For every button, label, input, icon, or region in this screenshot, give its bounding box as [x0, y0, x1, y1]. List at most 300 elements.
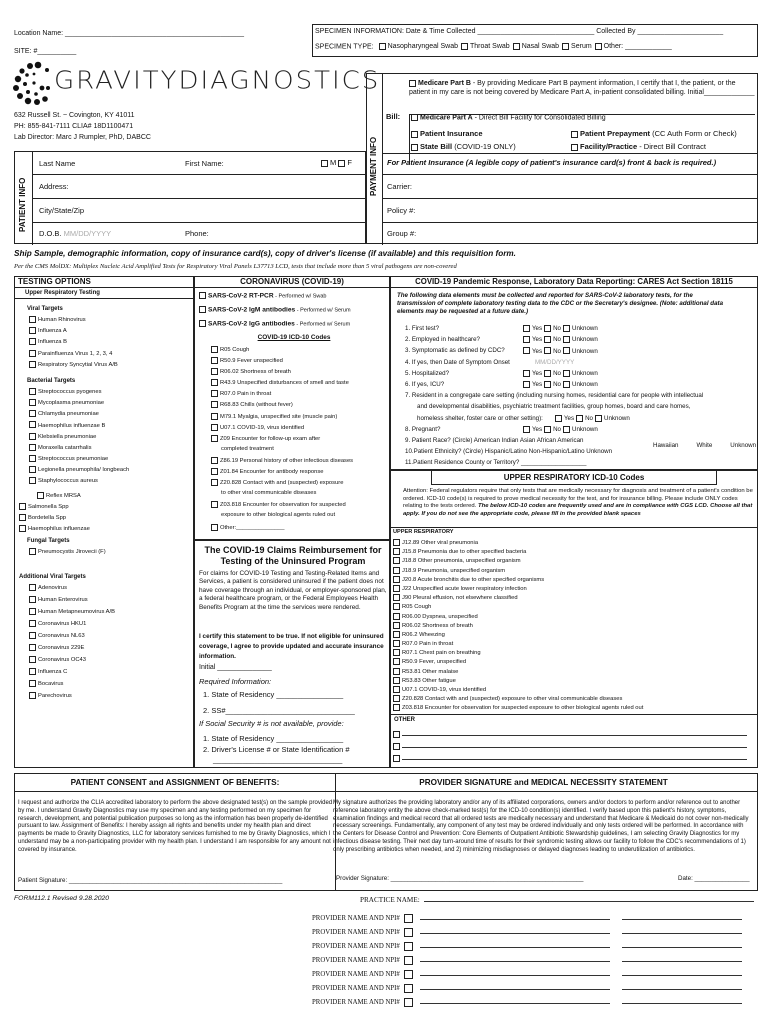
patient-insurance-checkbox[interactable]	[411, 131, 418, 138]
icd-code-checkbox[interactable]	[393, 548, 400, 555]
covid-icd-checkbox[interactable]	[211, 468, 218, 475]
covid-icd-label: completed treatment	[221, 445, 274, 452]
bacterial-target[interactable]	[29, 421, 192, 432]
specimen-type-option[interactable]	[513, 43, 559, 50]
bacterial-target[interactable]	[29, 443, 192, 454]
reporting-question-label: 4. If yes, then Date of Symptom Onset	[405, 358, 510, 366]
bacterial-target[interactable]	[29, 398, 192, 409]
bacterial-target[interactable]	[19, 502, 192, 513]
alt-state-residency-field[interactable]: 1. State of Residency ________________	[203, 734, 344, 743]
covid-icd-checkbox[interactable]	[211, 379, 218, 386]
reporting-question[interactable]	[405, 403, 755, 414]
covid-icd-code[interactable]	[211, 479, 389, 490]
provider-signature-field[interactable]: Provider Signature: ________________________________________________________	[336, 875, 584, 882]
covid-icd-code[interactable]	[211, 501, 389, 512]
ssn-field[interactable]: 2. SS#_______________________________	[203, 706, 355, 715]
bacterial-target-checkbox[interactable]	[29, 388, 36, 395]
additional-viral-target[interactable]	[29, 679, 192, 691]
reporting-question[interactable]	[405, 426, 755, 437]
bacterial-target-checkbox[interactable]	[19, 503, 26, 510]
covid-test-note: - Performed w/ Swab	[273, 293, 327, 300]
covid-icd-checkbox[interactable]	[211, 368, 218, 375]
provider-name-line[interactable]	[420, 947, 610, 948]
answer-checkbox[interactable]	[544, 325, 551, 332]
additional-viral-target-checkbox[interactable]	[29, 584, 36, 591]
additional-viral-target[interactable]	[29, 667, 192, 679]
covid-test-option[interactable]	[199, 320, 389, 334]
reporting-question[interactable]	[405, 359, 755, 370]
additional-viral-target-checkbox[interactable]	[29, 692, 36, 699]
state-residency-field[interactable]: 1. State of Residency ________________	[203, 690, 344, 699]
answer-checkbox[interactable]	[563, 347, 570, 354]
bacterial-target[interactable]	[19, 524, 192, 535]
provider-npi-line[interactable]	[622, 975, 742, 976]
consent-text: I request and authorize the CLIA accredited laboratory to perform the above designated test(s) on the sample provided by me. I understand Gravity Diagnostics may use my specimen and any testing performed on my specimen for research, development, and potential publication purposes so long as the information has been properly de-identified pursuant to law. Assignment of Benefits: I hereby assign all rights and benefits under my health plan and direct payments be made to Gravity Diagnostics, LLC for laboratory services furnished to me by Gravity Diagnostics, which I understand may be a non-participating provider with my health plan. I understand I am responsible for any amount not covered by insurance.	[18, 800, 333, 853]
provider-npi-label: PROVIDER NAME AND NPI#	[312, 971, 400, 979]
additional-viral-target-label: Coronavirus OC43	[38, 656, 87, 663]
viral-target-checkbox[interactable]	[29, 361, 36, 368]
specimen-type-option[interactable]	[461, 43, 510, 50]
answer-checkbox[interactable]	[563, 381, 570, 388]
covid-icd-code[interactable]	[211, 468, 389, 479]
answer-checkbox[interactable]	[523, 325, 530, 332]
viral-target[interactable]	[29, 349, 192, 360]
bacterial-target-checkbox[interactable]	[19, 525, 26, 532]
onset-date-placeholder[interactable]: MM/DD/YYYY	[535, 358, 575, 366]
patient-signature-field[interactable]: Patient Signature: ______________________________________________________________	[18, 877, 283, 884]
upper-respiratory-title: Upper Respiratory Testing	[15, 288, 193, 299]
provider-name-line[interactable]	[420, 919, 610, 920]
specimen-type-checkbox[interactable]	[562, 43, 569, 50]
bacterial-target-checkbox[interactable]	[29, 444, 36, 451]
additional-viral-target-label: Adenovirus	[38, 584, 68, 591]
bacterial-target[interactable]	[29, 476, 192, 487]
bacterial-target[interactable]	[29, 387, 192, 398]
icd-code-option[interactable]	[393, 677, 753, 686]
viral-target-label: Influenza B	[38, 339, 68, 346]
reporting-question[interactable]	[405, 347, 755, 358]
medicare-a-checkbox[interactable]	[411, 114, 418, 121]
answer-label: Yes	[532, 425, 543, 433]
specimen-type-label: Serum	[571, 43, 592, 51]
race-option[interactable]: Hawaiian	[653, 441, 679, 449]
provider-npi-line[interactable]	[622, 919, 742, 920]
provider-npi-line[interactable]	[622, 989, 742, 990]
covid-icd-checkbox[interactable]	[211, 457, 218, 464]
covid-icd-checkbox[interactable]	[211, 435, 218, 442]
covid-test-checkbox[interactable]	[199, 292, 206, 299]
icd-code-checkbox[interactable]	[393, 613, 400, 620]
practice-name-field[interactable]: PRACTICE NAME:	[360, 896, 754, 904]
provider-npi-label: PROVIDER NAME AND NPI#	[312, 999, 400, 1007]
sex-f-checkbox[interactable]	[338, 160, 345, 167]
viral-target-checkbox[interactable]	[29, 350, 36, 357]
additional-viral-target-checkbox[interactable]	[29, 608, 36, 615]
icd-upper-respiratory-label: UPPER RESPIRATORY	[393, 529, 454, 535]
provider-npi-line[interactable]	[622, 947, 742, 948]
icd-code-option[interactable]	[393, 548, 753, 557]
covid-icd-code[interactable]	[211, 424, 389, 435]
provider-npi-row[interactable]	[312, 914, 762, 928]
covid-test-checkbox[interactable]	[199, 320, 206, 327]
bacterial-target[interactable]	[29, 465, 192, 476]
additional-viral-target[interactable]	[29, 643, 192, 655]
reporting-question[interactable]	[405, 459, 755, 470]
answer-checkbox[interactable]	[544, 336, 551, 343]
reflex-mrsa[interactable]	[37, 491, 192, 502]
city-state-zip-field[interactable]: City/State/Zip	[39, 206, 85, 215]
covid-icd-code[interactable]	[211, 413, 389, 424]
reporting-question[interactable]	[405, 370, 755, 381]
group-field[interactable]: Group #:	[387, 229, 417, 238]
sex-m-checkbox[interactable]	[321, 160, 328, 167]
provider-name-line[interactable]	[420, 989, 610, 990]
claims-initial-field[interactable]: Initial ______________	[199, 664, 272, 671]
answer-checkbox[interactable]	[563, 370, 570, 377]
state-bill-option[interactable]: State Bill (COVID-19 ONLY)	[411, 142, 516, 151]
answer-checkbox[interactable]	[563, 336, 570, 343]
covid-icd-checkbox[interactable]	[211, 401, 218, 408]
icd-code-checkbox[interactable]	[393, 539, 400, 546]
patient-info-box	[14, 151, 366, 244]
provider-npi-checkbox[interactable]	[404, 942, 413, 951]
icd-code-label: J18.9 Pneumonia, unspecified organism	[402, 567, 506, 574]
icd-code-option[interactable]	[393, 622, 753, 631]
last-name-field[interactable]: Last Name	[39, 159, 76, 168]
additional-viral-target-checkbox[interactable]	[29, 680, 36, 687]
specimen-type-option[interactable]	[562, 43, 592, 50]
specimen-type-label: Nasal Swab	[521, 43, 560, 51]
facility-checkbox[interactable]	[571, 144, 578, 151]
provider-npi-row[interactable]	[312, 956, 762, 970]
covid-icd-label: Z86.19 Personal history of other infectious diseases	[220, 457, 354, 464]
answer-checkbox[interactable]	[544, 370, 551, 377]
bacterial-target-checkbox[interactable]	[29, 466, 36, 473]
yes-no-unknown[interactable]	[523, 347, 600, 354]
icd-code-checkbox[interactable]	[393, 557, 400, 564]
viral-target-checkbox[interactable]	[29, 338, 36, 345]
specimen-type-option[interactable]	[379, 43, 458, 50]
provider-npi-label: PROVIDER NAME AND NPI#	[312, 957, 400, 965]
additional-viral-target[interactable]	[29, 583, 192, 595]
specimen-type-checkbox[interactable]	[379, 43, 386, 50]
reporting-question[interactable]	[405, 336, 755, 347]
covid-icd-checkbox[interactable]	[211, 524, 218, 531]
answer-label: No	[553, 325, 562, 333]
phone-field[interactable]: Phone:	[185, 229, 209, 238]
reflex-mrsa-label: Reflex MRSA	[46, 492, 81, 499]
covid-icd-label: R06.02 Shortness of breath	[220, 369, 291, 376]
reflex-mrsa-checkbox[interactable]	[37, 492, 44, 499]
patient-insurance-option[interactable]: Patient Insurance	[411, 129, 483, 138]
provider-npi-row[interactable]	[312, 942, 762, 956]
provider-npi-row[interactable]	[312, 998, 762, 1012]
icd-code-checkbox[interactable]	[393, 567, 400, 574]
icd-code-option[interactable]	[393, 686, 753, 695]
provider-name-line[interactable]	[420, 961, 610, 962]
yes-no-unknown[interactable]	[523, 370, 600, 377]
bacterial-target-checkbox[interactable]	[29, 399, 36, 406]
covid-test-name: SARS-CoV-2 IgM antibodies	[208, 306, 296, 314]
icd-code-checkbox[interactable]	[393, 594, 400, 601]
viral-target-checkbox[interactable]	[29, 316, 36, 323]
additional-viral-target-checkbox[interactable]	[29, 620, 36, 627]
yes-no-unknown[interactable]	[523, 381, 600, 388]
reporting-question-label: 7. Resident in a congregate care setting (including nursing homes, residential care for people with intellectual	[405, 392, 704, 400]
answer-checkbox[interactable]	[544, 347, 551, 354]
yes-no-unknown[interactable]	[523, 336, 600, 343]
icd-code-option[interactable]	[393, 585, 753, 594]
additional-viral-target-checkbox[interactable]	[29, 632, 36, 639]
covid-icd-label: Z01.84 Encounter for antibody response	[220, 469, 324, 476]
icd-code-label: R06.00 Dyspnea, unspecified	[402, 613, 478, 620]
reporting-question[interactable]	[405, 381, 755, 392]
icd-code-label: J12.89 Other viral pneumonia	[402, 540, 479, 547]
answer-checkbox[interactable]	[595, 415, 602, 422]
patient-prepayment-option[interactable]: Patient Prepayment (CC Auth Form or Check)	[571, 129, 737, 138]
bacterial-target[interactable]	[29, 454, 192, 465]
fungal-target-checkbox[interactable]	[29, 548, 36, 555]
additional-viral-target[interactable]	[29, 655, 192, 667]
additional-viral-target[interactable]	[29, 595, 192, 607]
additional-viral-target[interactable]	[29, 619, 192, 631]
icd-code-option[interactable]	[393, 640, 753, 649]
additional-viral-target-checkbox[interactable]	[29, 656, 36, 663]
bacterial-target-checkbox[interactable]	[29, 410, 36, 417]
icd-code-option[interactable]	[393, 649, 753, 658]
provider-name-line[interactable]	[420, 975, 610, 976]
covid-icd-code[interactable]	[211, 390, 389, 401]
bacterial-target-label: Streptococcus pyogenes	[38, 388, 102, 395]
icd-code-option[interactable]	[393, 576, 753, 585]
covid-icd-code[interactable]	[211, 457, 389, 468]
provider-npi-row[interactable]	[312, 984, 762, 998]
answer-checkbox[interactable]	[523, 426, 530, 433]
icd-code-checkbox[interactable]	[393, 631, 400, 638]
icd-code-option[interactable]	[393, 668, 753, 677]
certify-statement: I certify this statement to be true. If not eligible for uninsured coverage, I agree to provide updated and accurate insurance information.	[199, 633, 384, 660]
specimen-type-label: Throat Swab	[470, 43, 510, 51]
patient-info-label: PATIENT INFO	[18, 177, 27, 232]
additional-viral-target[interactable]	[29, 691, 192, 703]
answer-checkbox[interactable]	[523, 336, 530, 343]
covid-icd-checkbox[interactable]	[211, 346, 218, 353]
dob-field[interactable]: D.O.B. MM/DD/YYYY	[39, 229, 112, 238]
bacterial-target-checkbox[interactable]	[29, 455, 36, 462]
bacterial-target-checkbox[interactable]	[29, 477, 36, 484]
additional-viral-target-checkbox[interactable]	[29, 668, 36, 675]
covid-icd-checkbox[interactable]	[211, 479, 218, 486]
bacterial-target[interactable]	[29, 432, 192, 443]
additional-viral-target[interactable]	[29, 607, 192, 619]
covid-test-option[interactable]	[199, 292, 389, 306]
covid-icd-code[interactable]	[211, 357, 389, 368]
covid-test-option[interactable]	[199, 306, 389, 320]
answer-label: Unknown	[572, 347, 598, 355]
provider-npi-row[interactable]	[312, 970, 762, 984]
icd-code-checkbox[interactable]	[393, 576, 400, 583]
yes-no-unknown[interactable]	[523, 325, 600, 332]
reporting-question[interactable]	[405, 415, 755, 426]
covid-icd-code[interactable]	[211, 368, 389, 379]
location-name-field[interactable]: Location Name: ______________________________________________	[14, 30, 245, 37]
first-name-field[interactable]: First Name:	[185, 159, 224, 168]
drivers-license-field[interactable]: _______________________________	[213, 755, 343, 764]
additional-viral-target-checkbox[interactable]	[29, 596, 36, 603]
bacterial-target-label: Legionella pneumophila/ longbeach	[38, 467, 130, 474]
viral-target[interactable]	[29, 360, 192, 371]
bacterial-target-checkbox[interactable]	[19, 514, 26, 521]
provider-npi-line[interactable]	[622, 961, 742, 962]
answer-checkbox[interactable]	[523, 347, 530, 354]
medicare-b-option[interactable]: Medicare Part B - By providing Medicare Part B payment information, I certify that I, the patient, or the patient in my care is not being covered by Medicare Part A, in-patient consolidated billing. Initial_____________	[409, 80, 755, 96]
answer-checkbox[interactable]	[523, 381, 530, 388]
carrier-field[interactable]: Carrier:	[387, 182, 413, 191]
additional-viral-target[interactable]	[29, 631, 192, 643]
provider-name-line[interactable]	[420, 933, 610, 934]
answer-checkbox[interactable]	[563, 426, 570, 433]
provider-date-field[interactable]: Date: ________________	[678, 875, 750, 882]
icd-code-checkbox[interactable]	[393, 640, 400, 647]
icd-code-option[interactable]	[393, 557, 753, 566]
consent-title: PATIENT CONSENT and ASSIGNMENT OF BENEFITS:	[15, 774, 335, 792]
yes-no-unknown[interactable]	[555, 415, 632, 422]
reporting-question[interactable]	[405, 448, 755, 459]
race-option[interactable]: Unknown	[730, 441, 757, 449]
medicare-a-option[interactable]: Medicare Part A - Direct Bill Facility for Consolidated Billing	[411, 114, 606, 121]
provider-npi-checkbox[interactable]	[404, 928, 413, 937]
reporting-question-label: 6. If yes, ICU?	[405, 380, 445, 388]
covid-icd-checkbox[interactable]	[211, 424, 218, 431]
answer-checkbox[interactable]	[563, 325, 570, 332]
specimen-type-label: SPECIMEN TYPE:	[315, 43, 374, 51]
provider-name-line[interactable]	[420, 1003, 610, 1004]
reporting-question[interactable]	[405, 325, 755, 336]
icd-code-option[interactable]	[393, 603, 753, 612]
yes-no-unknown[interactable]	[523, 426, 600, 433]
bacterial-target-checkbox[interactable]	[29, 433, 36, 440]
viral-target[interactable]	[29, 337, 192, 348]
provider-npi-line[interactable]	[622, 933, 742, 934]
icd-code-checkbox[interactable]	[393, 704, 400, 711]
icd-other-line[interactable]	[393, 731, 753, 743]
icd-code-option[interactable]	[393, 658, 753, 667]
covid-icd-code[interactable]	[211, 346, 389, 357]
covid-icd-checkbox[interactable]	[211, 357, 218, 364]
icd-code-checkbox[interactable]	[393, 677, 400, 684]
specimen-type-checkbox[interactable]	[513, 43, 520, 50]
additional-viral-target-checkbox[interactable]	[29, 644, 36, 651]
specimen-type-checkbox[interactable]	[595, 43, 602, 50]
specimen-type-checkbox[interactable]	[461, 43, 468, 50]
covid-icd-code[interactable]	[211, 524, 389, 535]
icd-code-option[interactable]	[393, 539, 753, 548]
covid-icd-code[interactable]	[211, 435, 389, 446]
covid-icd-label: R05 Cough	[220, 347, 250, 354]
icd-code-option[interactable]	[393, 704, 753, 713]
viral-target[interactable]	[29, 315, 192, 326]
provider-npi-checkbox[interactable]	[404, 914, 413, 923]
covid-icd-checkbox[interactable]	[211, 413, 218, 420]
specimen-type-option[interactable]	[595, 43, 672, 50]
insurance-note: For Patient Insurance (A legible copy of patient's insurance card(s) front & back is required.)	[387, 158, 717, 167]
site-field[interactable]: SITE: #__________	[14, 48, 77, 55]
icd-other-lines	[393, 731, 753, 767]
answer-checkbox[interactable]	[576, 415, 583, 422]
provider-npi-line[interactable]	[622, 1003, 742, 1004]
address-field[interactable]: Address:	[39, 182, 69, 191]
icd-code-checkbox[interactable]	[393, 649, 400, 656]
icd-code-checkbox[interactable]	[393, 622, 400, 629]
viral-target[interactable]	[29, 326, 192, 337]
race-option[interactable]: White	[696, 441, 713, 449]
specimen-date-collected[interactable]: SPECIMEN INFORMATION: Date & Time Collected ______________________________ Collected By ______________________	[315, 28, 724, 35]
icd-other-line[interactable]	[393, 743, 753, 755]
icd-code-checkbox[interactable]	[393, 668, 400, 675]
bacterial-target[interactable]	[19, 513, 192, 524]
icd-code-checkbox[interactable]	[393, 603, 400, 610]
provider-npi-row[interactable]	[312, 928, 762, 942]
icd-code-checkbox[interactable]	[393, 585, 400, 592]
covid-icd-code[interactable]	[211, 401, 389, 412]
provider-npi-checkbox[interactable]	[404, 956, 413, 965]
answer-label: No	[553, 336, 562, 344]
icd-other-line[interactable]	[393, 755, 753, 767]
icd-code-option[interactable]	[393, 695, 753, 704]
answer-checkbox[interactable]	[555, 415, 562, 422]
icd-code-checkbox[interactable]	[393, 695, 400, 702]
fungal-target-label: Pneumocystis Jirovecii (F)	[38, 549, 106, 556]
sex-options[interactable]: M F	[321, 158, 352, 167]
covid-icd-code[interactable]	[211, 379, 389, 390]
bacterial-target-label: Haemophilus influenzae B	[38, 422, 106, 429]
bacterial-target[interactable]	[29, 409, 192, 420]
reporting-question[interactable]	[405, 392, 755, 403]
state-bill-checkbox[interactable]	[411, 144, 418, 151]
answer-checkbox[interactable]	[544, 381, 551, 388]
fungal-target[interactable]	[29, 547, 192, 558]
answer-checkbox[interactable]	[523, 370, 530, 377]
icd-code-checkbox[interactable]	[393, 658, 400, 665]
icd-code-option[interactable]	[393, 594, 753, 603]
facility-option[interactable]: Facility/Practice - Direct Bill Contract	[571, 142, 706, 151]
icd-code-label: R50.9 Fever, unspecified	[402, 659, 467, 666]
provider-npi-checkbox[interactable]	[404, 984, 413, 993]
answer-checkbox[interactable]	[544, 426, 551, 433]
answer-label: Yes	[532, 369, 543, 377]
icd-code-option[interactable]	[393, 613, 753, 622]
answer-label: No	[553, 347, 562, 355]
medicare-b-checkbox[interactable]	[409, 80, 416, 87]
icd-code-checkbox[interactable]	[393, 686, 400, 693]
reporting-question[interactable]	[405, 437, 755, 448]
bacterial-target-checkbox[interactable]	[29, 421, 36, 428]
drivers-license-label: 2. Driver's License # or State Identification #	[203, 745, 350, 754]
covid-icd-checkbox[interactable]	[211, 390, 218, 397]
icd-code-option[interactable]	[393, 567, 753, 576]
icd-code-option[interactable]	[393, 631, 753, 640]
bacterial-target-label: Bordetella Spp	[28, 515, 67, 521]
viral-target-checkbox[interactable]	[29, 327, 36, 334]
form-id: FORM112.1 Revised 9.28.2020	[14, 895, 110, 902]
patient-prepayment-checkbox[interactable]	[571, 131, 578, 138]
provider-npi-checkbox[interactable]	[404, 970, 413, 979]
provider-npi-checkbox[interactable]	[404, 998, 413, 1007]
policy-field[interactable]: Policy #:	[387, 206, 416, 215]
covid-test-note: - Performed w/ Serum	[295, 307, 351, 314]
covid-icd-checkbox[interactable]	[211, 501, 218, 508]
covid-test-checkbox[interactable]	[199, 306, 206, 313]
